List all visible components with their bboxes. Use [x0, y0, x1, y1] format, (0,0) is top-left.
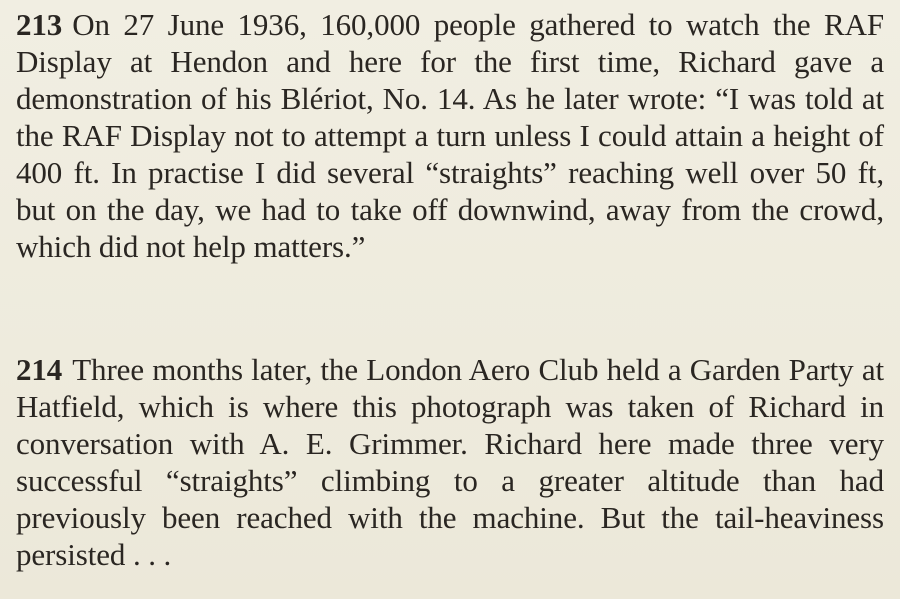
- caption-number: 213: [16, 7, 63, 42]
- caption-text: On 27 June 1936, 160,000 people gathered to watch the RAF Display at Hendon and here for the first time, Richard gave a demonstration of his Blériot, No. 14. As he later wrote: “I was told at the RAF Display not to attempt a turn unless I could attain a height of 400 ft. In practise I did several “straights” reaching well over 50 ft, but on the day, we had to take off downwind, away from the crowd, which did not help matters.”: [16, 7, 884, 264]
- caption-213: [16, 6, 884, 265]
- caption-number: 214: [16, 352, 63, 387]
- caption-text: Three months later, the London Aero Club held a Garden Party at Hatfield, which is where this photograph was taken of Richard in conversation with A. E. Grimmer. Richard here made three very successful “straights” climbing to a greater altitude than had previously been reached with the machine. But the tail-heaviness persisted . . .: [16, 352, 884, 572]
- caption-214: [16, 351, 884, 573]
